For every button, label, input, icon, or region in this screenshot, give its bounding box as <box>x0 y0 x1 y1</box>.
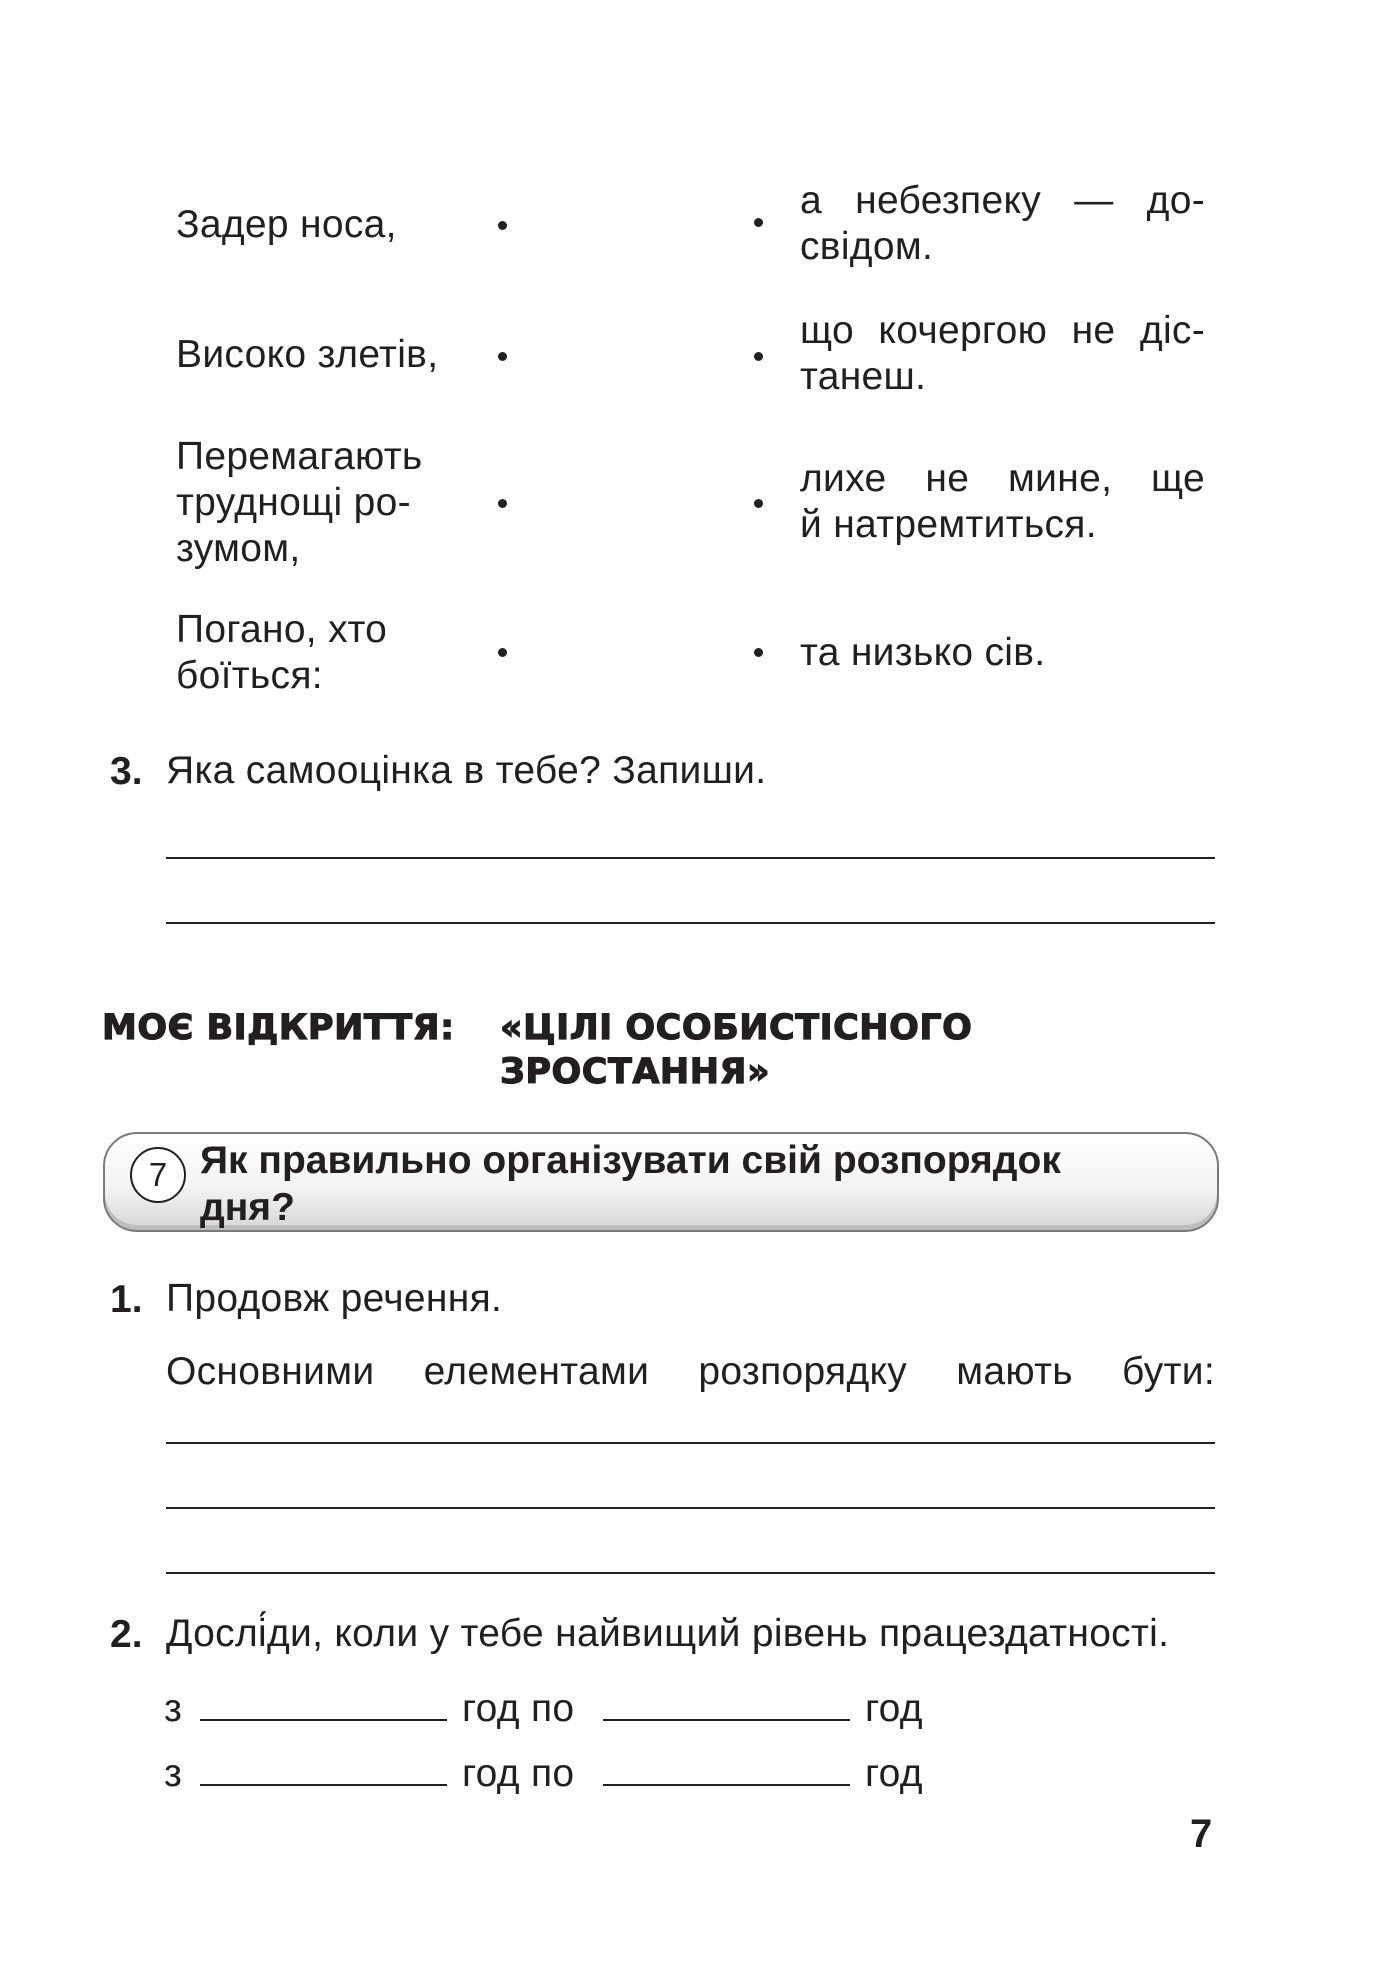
task2-number: 2. <box>110 1613 143 1656</box>
task3-answer-line-1[interactable] <box>166 857 1215 859</box>
match-dot-left-3[interactable] <box>498 499 507 508</box>
match-left-3-line3: зумом, <box>176 527 301 570</box>
task2-text: Дослі́ди, коли у тебе найвищий рівень працездатності. <box>166 1612 1170 1655</box>
task2-from-hour-field-2[interactable] <box>200 1784 447 1786</box>
match-dot-right-2[interactable] <box>754 352 763 361</box>
task2-to-label-2: год по <box>462 1752 575 1795</box>
task1-answer-line-1[interactable] <box>166 1442 1215 1444</box>
match-right-1-line1: а небезпеку — до- <box>800 179 1205 222</box>
task3-answer-line-2[interactable] <box>166 922 1215 924</box>
match-left-3-line2: труднощі ро- <box>176 481 411 524</box>
task2-to-hour-field-1[interactable] <box>603 1719 850 1721</box>
discovery-title-line1: «ЦІЛІ ОСОБИСТІСНОГО <box>500 1008 973 1048</box>
match-left-3-line1: Перемагають <box>176 435 423 478</box>
match-left-1: Задер носа, <box>176 203 397 246</box>
discovery-title-line2: ЗРОСТАННЯ» <box>500 1052 771 1092</box>
match-right-3-line1: лихе не мине, ще <box>800 457 1205 500</box>
task1-text: Продовж речення. <box>166 1277 503 1320</box>
lesson-title <box>200 1137 1180 1231</box>
task1-sentence: Основними елементами розпорядку мають бути: <box>166 1350 1215 1393</box>
match-left-3 <box>176 434 423 572</box>
task3-number: 3. <box>110 750 143 793</box>
task3-text: Яка самооцінка в тебе? Запиши. <box>166 749 767 792</box>
task2-to-label-1: год по <box>462 1687 575 1730</box>
match-dot-right-1[interactable] <box>754 218 763 227</box>
match-right-3-line2: й натремтиться. <box>800 503 1097 546</box>
lesson-number-badge: 7 <box>130 1147 186 1203</box>
match-right-4: та низько сів. <box>800 631 1046 674</box>
match-left-4 <box>176 607 387 699</box>
discovery-title <box>500 1006 972 1094</box>
task2-hours-label-2: год <box>865 1752 923 1795</box>
lesson-title-line1: Як правильно організувати свій розпорядок <box>200 1139 1061 1182</box>
match-right-2-line2: танеш. <box>800 355 927 398</box>
match-right-2-line1: що кочергою не діс- <box>800 309 1205 352</box>
task2-from-label-2: з <box>164 1752 183 1795</box>
match-dot-right-4[interactable] <box>754 648 763 657</box>
match-left-4-line1: Погано, хто <box>176 608 388 651</box>
match-dot-left-4[interactable] <box>498 648 507 657</box>
match-right-3 <box>800 456 1205 548</box>
match-dot-right-3[interactable] <box>754 499 763 508</box>
match-dot-left-1[interactable] <box>498 221 507 230</box>
discovery-label: МОЄ ВІДКРИТТЯ: <box>102 1008 455 1048</box>
task2-hours-label-1: год <box>865 1687 923 1730</box>
match-left-2: Високо злетів, <box>176 333 439 376</box>
match-dot-left-2[interactable] <box>498 352 507 361</box>
task1-answer-line-2[interactable] <box>166 1507 1215 1509</box>
match-right-1 <box>800 178 1205 270</box>
task2-from-label-1: з <box>164 1687 183 1730</box>
match-right-2 <box>800 308 1205 400</box>
task1-number: 1. <box>110 1278 143 1321</box>
lesson-title-line2: дня? <box>200 1186 295 1229</box>
match-left-4-line2: боїться: <box>176 654 323 697</box>
task2-from-hour-field-1[interactable] <box>200 1719 447 1721</box>
task1-answer-line-3[interactable] <box>166 1572 1215 1574</box>
match-right-1-line2: свідом. <box>800 225 934 268</box>
page-number: 7 <box>1190 1812 1213 1856</box>
task2-to-hour-field-2[interactable] <box>603 1784 850 1786</box>
